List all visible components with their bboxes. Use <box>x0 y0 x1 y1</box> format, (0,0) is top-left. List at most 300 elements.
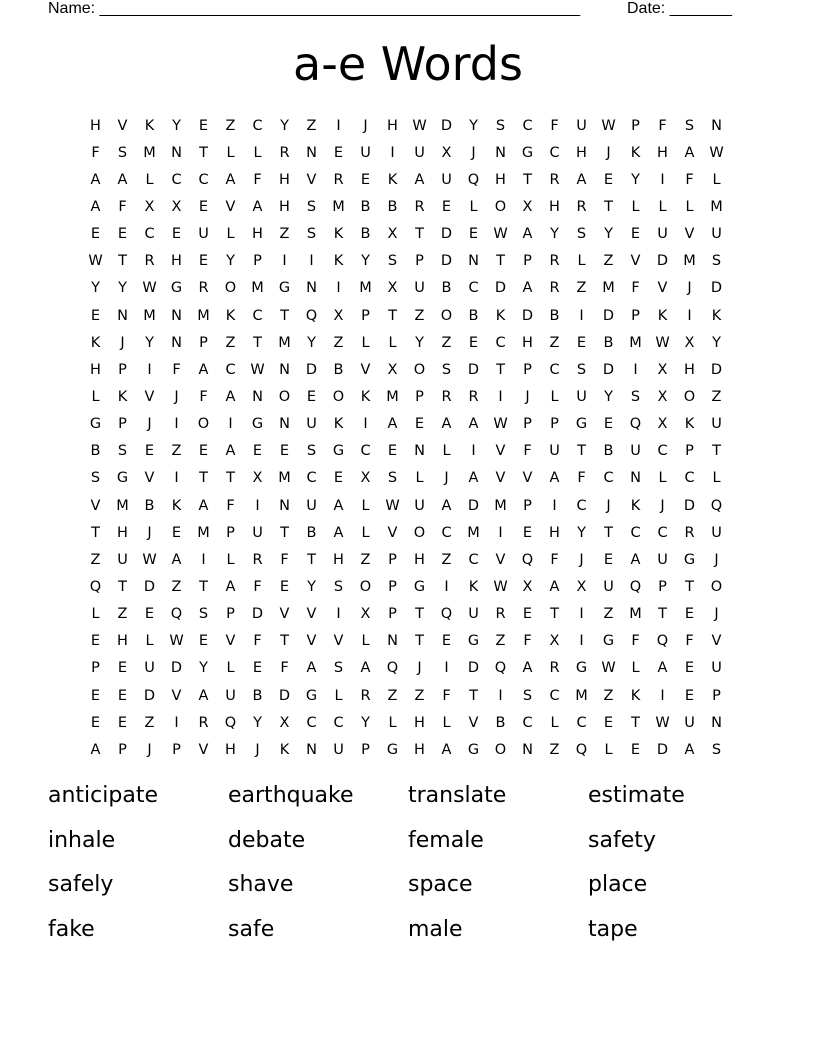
grid-letter: R <box>360 687 371 704</box>
grid-letter: Z <box>549 334 560 351</box>
grid-letter: P <box>415 253 424 270</box>
grid-letter: A <box>576 171 587 188</box>
grid-letter: J <box>147 524 152 541</box>
grid-letter: N <box>306 144 317 161</box>
grid-letter: U <box>252 524 263 541</box>
grid-letter: E <box>603 416 614 433</box>
grid-letter: A <box>387 416 398 433</box>
grid-letter: F <box>658 117 667 134</box>
grid-letter: P <box>658 578 667 595</box>
grid-letter: N <box>279 361 290 378</box>
grid-letter: I <box>336 117 341 134</box>
grid-letter: G <box>521 144 534 161</box>
grid-letter: P <box>712 687 721 704</box>
grid-letter: Z <box>333 334 344 351</box>
grid-letter: B <box>441 280 452 297</box>
grid-letter: L <box>442 443 451 460</box>
grid-letter: S <box>441 361 452 378</box>
grid-letter: U <box>414 497 425 514</box>
grid-letter: D <box>251 606 264 623</box>
grid-letter: B <box>360 226 371 243</box>
grid-letter: H <box>414 741 425 758</box>
grid-letter: J <box>417 660 422 677</box>
grid-letter: A <box>198 687 209 704</box>
grid-letter: E <box>198 198 209 215</box>
grid-letter: V <box>468 714 479 731</box>
grid-letter: O <box>224 280 237 297</box>
date-line: Date: _______ <box>627 0 732 17</box>
grid-letter: Z <box>90 551 101 568</box>
grid-letter: E <box>684 660 695 677</box>
grid-letter: V <box>360 361 371 378</box>
grid-letter: V <box>198 741 209 758</box>
grid-letter: J <box>147 416 152 433</box>
grid-letter: N <box>171 144 182 161</box>
grid-letter: L <box>361 334 370 351</box>
grid-letter: P <box>550 416 559 433</box>
grid-letter: Z <box>171 443 182 460</box>
grid-letter: U <box>414 144 425 161</box>
grid-letter: R <box>333 171 344 188</box>
grid-letter: D <box>602 307 615 324</box>
grid-letter: U <box>333 741 344 758</box>
grid-letter: O <box>359 578 372 595</box>
grid-letter: F <box>226 497 235 514</box>
grid-letter: W <box>601 660 616 677</box>
grid-letter: S <box>684 117 695 134</box>
grid-letter: F <box>685 171 694 188</box>
grid-letter: H <box>684 361 695 378</box>
grid-letter: D <box>602 361 615 378</box>
grid-letter: R <box>144 253 155 270</box>
grid-letter: Z <box>117 606 128 623</box>
grid-letter: Z <box>549 741 560 758</box>
grid-letter: F <box>523 633 532 650</box>
word-bank-item: translate <box>408 783 507 808</box>
grid-letter: V <box>306 606 317 623</box>
grid-letter: L <box>631 660 640 677</box>
grid-letter: D <box>143 687 156 704</box>
grid-letter: M <box>467 524 480 541</box>
grid-letter: X <box>657 388 668 405</box>
grid-letter: I <box>687 307 692 324</box>
grid-letter: X <box>387 226 398 243</box>
grid-letter: A <box>549 470 560 487</box>
grid-letter: L <box>415 470 424 487</box>
grid-letter: N <box>522 741 533 758</box>
grid-letter: A <box>441 416 452 433</box>
word-bank <box>48 780 768 958</box>
grid-letter: E <box>90 226 101 243</box>
grid-letter: I <box>579 606 584 623</box>
grid-letter: A <box>198 361 209 378</box>
grid-letter: G <box>386 741 399 758</box>
grid-letter: U <box>576 388 587 405</box>
grid-letter: V <box>171 687 182 704</box>
grid-letter: P <box>685 443 694 460</box>
grid-letter: M <box>143 307 156 324</box>
grid-letter: A <box>468 416 479 433</box>
grid-letter: L <box>361 524 370 541</box>
grid-letter: C <box>549 687 560 704</box>
grid-letter: T <box>469 687 478 704</box>
grid-letter: Z <box>225 334 236 351</box>
grid-letter: F <box>253 633 262 650</box>
grid-letter: U <box>198 226 209 243</box>
grid-letter: F <box>280 551 289 568</box>
grid-letter: J <box>471 144 476 161</box>
grid-letter: K <box>711 307 722 324</box>
grid-letter: I <box>282 253 287 270</box>
grid-letter: B <box>144 497 155 514</box>
grid-letter: H <box>549 198 560 215</box>
grid-letter: F <box>550 117 559 134</box>
grid-letter: F <box>172 361 181 378</box>
grid-letter: W <box>493 226 508 243</box>
grid-letter: W <box>655 334 670 351</box>
grid-letter: L <box>388 334 397 351</box>
grid-letter: E <box>360 171 371 188</box>
grid-letter: T <box>604 524 613 541</box>
grid-letter: N <box>279 497 290 514</box>
grid-letter: A <box>414 171 425 188</box>
grid-letter: T <box>415 226 424 243</box>
grid-letter: E <box>117 660 128 677</box>
grid-letter: D <box>305 361 318 378</box>
grid-letter: B <box>387 198 398 215</box>
grid-letter: E <box>117 714 128 731</box>
grid-letter: U <box>711 416 722 433</box>
grid-letter: P <box>415 388 424 405</box>
grid-letter: T <box>631 714 640 731</box>
grid-letter: J <box>606 497 611 514</box>
grid-letter: F <box>685 633 694 650</box>
grid-letter: F <box>523 443 532 460</box>
word-bank-item: estimate <box>588 783 685 808</box>
grid-letter: A <box>225 443 236 460</box>
grid-letter: I <box>390 144 395 161</box>
grid-letter: P <box>388 578 397 595</box>
grid-letter: N <box>711 714 722 731</box>
grid-letter: A <box>171 551 182 568</box>
grid-letter: R <box>684 524 695 541</box>
grid-letter: W <box>601 117 616 134</box>
grid-letter: I <box>336 606 341 623</box>
grid-letter: E <box>90 307 101 324</box>
grid-letter: C <box>306 470 317 487</box>
grid-letter: N <box>414 443 425 460</box>
grid-letter: N <box>171 334 182 351</box>
grid-letter: Y <box>469 117 478 134</box>
grid-letter: L <box>604 741 613 758</box>
grid-letter: I <box>174 714 179 731</box>
grid-letter: E <box>90 633 101 650</box>
grid-letter: I <box>363 416 368 433</box>
grid-letter: V <box>657 280 668 297</box>
grid-letter: F <box>91 144 100 161</box>
grid-letter: F <box>631 633 640 650</box>
grid-letter: P <box>523 497 532 514</box>
grid-letter: R <box>549 253 560 270</box>
grid-letter: H <box>90 117 101 134</box>
grid-letter: E <box>90 714 101 731</box>
grid-letter: C <box>252 117 263 134</box>
grid-letter: Y <box>280 117 289 134</box>
grid-letter: Z <box>225 117 236 134</box>
grid-letter: R <box>495 606 506 623</box>
grid-letter: X <box>576 578 587 595</box>
grid-letter: E <box>117 687 128 704</box>
grid-letter: I <box>471 443 476 460</box>
grid-letter: U <box>144 660 155 677</box>
grid-letter: E <box>117 226 128 243</box>
grid-letter: X <box>522 578 533 595</box>
grid-letter: B <box>90 443 101 460</box>
grid-letter: X <box>387 361 398 378</box>
grid-letter: M <box>332 198 345 215</box>
grid-letter: X <box>360 470 371 487</box>
grid-letter: B <box>306 524 317 541</box>
grid-letter: P <box>361 741 370 758</box>
grid-letter: S <box>198 606 209 623</box>
grid-letter: I <box>309 253 314 270</box>
grid-letter: S <box>576 226 587 243</box>
grid-letter: V <box>711 633 722 650</box>
grid-letter: D <box>440 253 453 270</box>
grid-letter: T <box>280 307 289 324</box>
grid-letter: U <box>576 117 587 134</box>
grid-letter: I <box>444 578 449 595</box>
grid-letter: Y <box>415 334 424 351</box>
grid-letter: E <box>630 741 641 758</box>
grid-letter: T <box>685 578 694 595</box>
grid-letter: E <box>198 633 209 650</box>
grid-letter: T <box>253 334 262 351</box>
grid-letter: E <box>279 578 290 595</box>
grid-letter: E <box>252 443 263 460</box>
grid-letter: C <box>657 443 668 460</box>
word-bank-item: safety <box>588 827 656 853</box>
grid-letter: C <box>549 144 560 161</box>
grid-letter: K <box>360 388 371 405</box>
grid-letter: B <box>333 361 344 378</box>
grid-letter: E <box>576 334 587 351</box>
grid-letter: V <box>495 443 506 460</box>
grid-letter: W <box>493 578 508 595</box>
grid-letter: X <box>171 198 182 215</box>
grid-letter: I <box>174 416 179 433</box>
grid-letter: D <box>710 361 723 378</box>
word-bank-item: place <box>588 872 648 897</box>
grid-letter: H <box>495 171 506 188</box>
grid-letter: E <box>279 443 290 460</box>
grid-letter: J <box>363 117 368 134</box>
grid-letter: M <box>197 524 210 541</box>
grid-letter: K <box>117 388 128 405</box>
grid-letter: J <box>714 551 719 568</box>
grid-letter: I <box>255 497 260 514</box>
grid-letter: F <box>550 551 559 568</box>
grid-letter: L <box>388 714 397 731</box>
grid-letter: T <box>226 470 235 487</box>
grid-letter: O <box>683 388 696 405</box>
grid-letter: A <box>333 497 344 514</box>
grid-letter: W <box>169 633 184 650</box>
grid-letter: W <box>142 280 157 297</box>
grid-letter: C <box>252 307 263 324</box>
grid-letter: Q <box>629 578 642 595</box>
grid-letter: S <box>306 226 317 243</box>
grid-letter: T <box>91 524 100 541</box>
grid-letter: I <box>201 551 206 568</box>
grid-letter: A <box>684 741 695 758</box>
grid-letter: I <box>498 687 503 704</box>
grid-letter: A <box>522 226 533 243</box>
grid-letter: C <box>576 714 587 731</box>
grid-letter: E <box>333 470 344 487</box>
grid-letter: A <box>441 497 452 514</box>
grid-letter: H <box>279 171 290 188</box>
grid-letter: J <box>525 388 530 405</box>
grid-letter: N <box>468 253 479 270</box>
grid-letter: E <box>441 633 452 650</box>
grid-letter: Q <box>521 551 534 568</box>
grid-letter: U <box>549 443 560 460</box>
grid-letter: A <box>657 660 668 677</box>
grid-letter: E <box>333 144 344 161</box>
grid-letter: D <box>440 226 453 243</box>
grid-letter: W <box>709 144 724 161</box>
grid-letter: W <box>142 551 157 568</box>
grid-letter: T <box>388 307 397 324</box>
grid-letter: I <box>660 171 665 188</box>
grid-letter: E <box>522 606 533 623</box>
grid-letter: G <box>278 280 291 297</box>
grid-letter: R <box>279 144 290 161</box>
grid-letter: U <box>306 416 317 433</box>
grid-letter: B <box>468 307 479 324</box>
grid-letter: L <box>145 171 154 188</box>
grid-letter: Y <box>226 253 235 270</box>
grid-letter: X <box>684 334 695 351</box>
grid-letter: Z <box>441 334 452 351</box>
grid-letter: V <box>630 253 641 270</box>
grid-letter: I <box>174 470 179 487</box>
grid-letter: T <box>550 606 559 623</box>
grid-letter: E <box>684 606 695 623</box>
grid-letter: Q <box>710 497 723 514</box>
grid-letter: F <box>577 470 586 487</box>
grid-letter: I <box>579 633 584 650</box>
grid-letter: E <box>630 226 641 243</box>
grid-letter: G <box>332 443 345 460</box>
word-bank-item: safe <box>228 916 275 942</box>
grid-letter: H <box>171 253 182 270</box>
grid-letter: W <box>250 361 265 378</box>
grid-letter: L <box>712 470 721 487</box>
grid-letter: F <box>253 171 262 188</box>
grid-letter: F <box>118 198 127 215</box>
grid-letter: Q <box>224 714 237 731</box>
grid-letter: K <box>387 171 398 188</box>
grid-letter: S <box>117 443 128 460</box>
grid-letter: G <box>116 470 129 487</box>
grid-letter: M <box>575 687 588 704</box>
grid-letter: K <box>333 253 344 270</box>
grid-letter: J <box>174 388 179 405</box>
grid-letter: A <box>333 524 344 541</box>
grid-letter: M <box>143 144 156 161</box>
grid-letter: S <box>306 198 317 215</box>
grid-letter: E <box>198 253 209 270</box>
grid-letter: V <box>279 606 290 623</box>
grid-letter: U <box>468 606 479 623</box>
grid-letter: J <box>660 497 665 514</box>
grid-letter: J <box>579 551 584 568</box>
grid-letter: E <box>198 117 209 134</box>
grid-letter: E <box>144 606 155 623</box>
grid-letter: R <box>441 388 452 405</box>
grid-letter: X <box>387 280 398 297</box>
grid-letter: K <box>630 144 641 161</box>
grid-letter: Z <box>360 551 371 568</box>
grid-letter: D <box>440 117 453 134</box>
grid-letter: K <box>144 117 155 134</box>
grid-letter: U <box>117 551 128 568</box>
grid-letter: E <box>603 171 614 188</box>
grid-letter: L <box>226 226 235 243</box>
grid-letter: V <box>306 171 317 188</box>
grid-letter: T <box>199 578 208 595</box>
word-search-grid <box>82 112 730 763</box>
grid-letter: V <box>684 226 695 243</box>
grid-letter: P <box>523 253 532 270</box>
grid-letter: C <box>630 524 641 541</box>
grid-letter: W <box>88 253 103 270</box>
grid-letter: C <box>603 470 614 487</box>
grid-letter: B <box>252 687 263 704</box>
grid-letter: H <box>225 741 236 758</box>
grid-letter: L <box>334 687 343 704</box>
word-bank-item: inhale <box>48 827 116 853</box>
grid-letter: O <box>413 524 426 541</box>
grid-letter: O <box>413 361 426 378</box>
grid-letter: D <box>143 578 156 595</box>
grid-letter: M <box>629 606 642 623</box>
grid-letter: C <box>495 334 506 351</box>
grid-letter: Y <box>307 334 316 351</box>
grid-letter: I <box>228 416 233 433</box>
word-bank-item: earthquake <box>228 783 354 808</box>
grid-letter: M <box>251 280 264 297</box>
grid-letter: H <box>90 361 101 378</box>
grid-letter: Q <box>467 171 480 188</box>
grid-letter: E <box>252 660 263 677</box>
grid-letter: Z <box>603 687 614 704</box>
grid-letter: C <box>684 470 695 487</box>
grid-letter: G <box>467 633 480 650</box>
grid-letter: P <box>226 606 235 623</box>
grid-letter: Q <box>629 416 642 433</box>
grid-letter: P <box>118 416 127 433</box>
grid-letter: O <box>332 388 345 405</box>
grid-letter: P <box>523 416 532 433</box>
grid-letter: Y <box>199 660 208 677</box>
grid-letter: O <box>710 578 723 595</box>
grid-letter: M <box>710 198 723 215</box>
grid-letter: S <box>522 687 533 704</box>
grid-letter: U <box>711 660 722 677</box>
